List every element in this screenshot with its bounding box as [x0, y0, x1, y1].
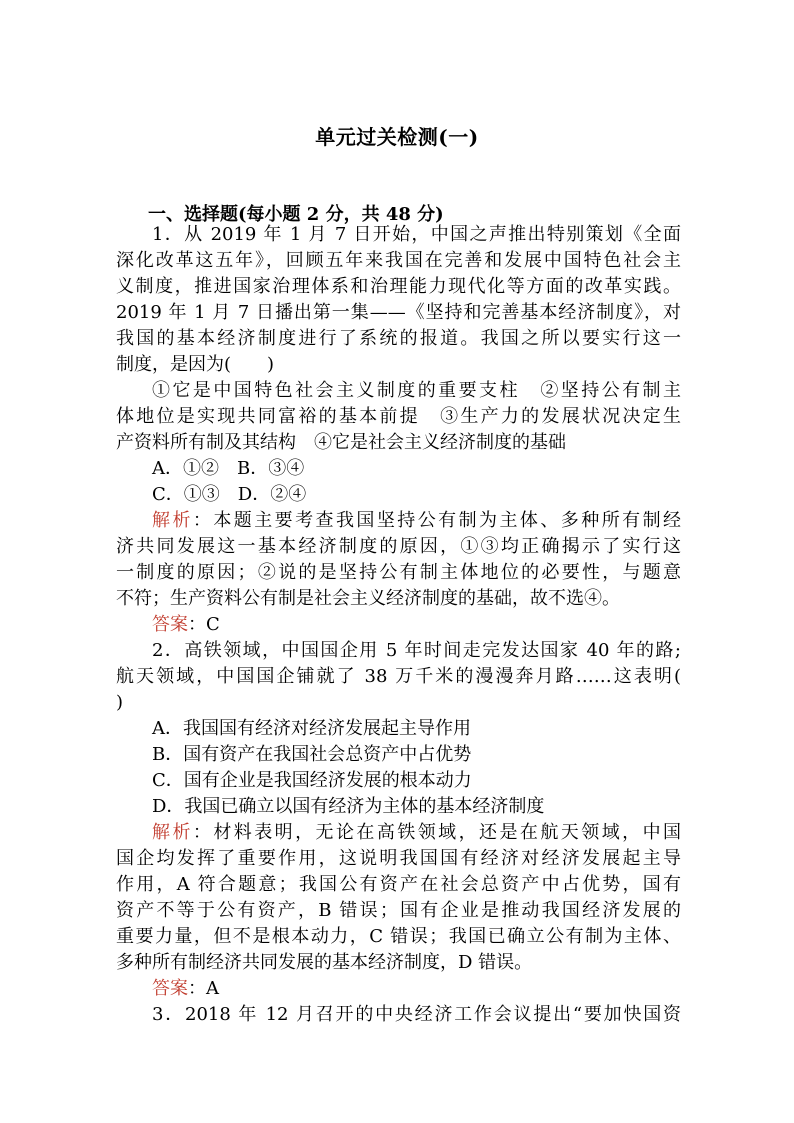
q1-item-line: 体地位是实现共同富裕的基本前提 ③生产力的发展状况决定生: [116, 406, 681, 427]
analysis-label: 解析: [152, 822, 193, 843]
q2-option: C．国有企业是我国经济发展的根本动力: [152, 770, 472, 791]
q1-stem-line: 我国的基本经济制度进行了系统的报道。我国之所以要实行这一: [116, 328, 681, 349]
q1-analysis-line: 一制度的原因；②说的是坚持公有制主体地位的必要性，与题意: [116, 562, 681, 583]
q1-option-row: C．①③ D．②④: [152, 484, 307, 505]
q2-analysis-text: ：材料表明，无论在高铁领域，还是在航天领域，中国: [192, 822, 682, 843]
q2-analysis-line: 多种所有制经济共同发展的基本经济制度，D 错误。: [116, 952, 533, 973]
q1-analysis-line: 济共同发展这一基本经济制度的原因，①③均正确揭示了实行这: [116, 536, 681, 557]
answer-label: 答案: [152, 978, 188, 999]
q2-stem-line: 2．高铁领域，中国国企用 5 年时间走完发达国家 40 年的路;: [152, 640, 681, 661]
q2-analysis-line: [152, 820, 681, 846]
q1-stem-line: 义制度，推进国家治理体系和治理能力现代化等方面的改革实践。: [116, 276, 681, 297]
q1-analysis-line: 不符；生产资料公有制是社会主义经济制度的基础，故不选④。: [116, 588, 620, 609]
q2-analysis-line: 作用，A 符合题意；我国公有资产在社会总资产中占优势，国有: [116, 874, 681, 895]
q1-stem-line: 1．从 2019 年 1 月 7 日开始，中国之声推出特别策划《全面: [152, 224, 681, 245]
q1-stem-line: 2019 年 1 月 7 日播出第一集——《坚持和完善基本经济制度》，对: [116, 302, 681, 323]
q2-option: D．我国已确立以国有经济为主体的基本经济制度: [152, 796, 545, 817]
q2-option: A．我国国有经济对经济发展起主导作用: [152, 718, 471, 739]
q2-analysis-line: 国企均发挥了重要作用，这说明我国国有经济对经济发展起主导: [116, 848, 681, 869]
q2-stem-line: 航天领域，中国国企铺就了 38 万千米的漫漫奔月路……这表明(: [116, 666, 681, 687]
page-title: 单元过关检测(一): [315, 125, 479, 149]
q2-stem-line: ): [116, 692, 124, 713]
q1-stem-line: 制度，是因为( ): [116, 354, 275, 375]
section-heading: 一、选择题(每小题 2 分，共 48 分): [148, 204, 444, 225]
q2-analysis-line: 重要力量，但不是根本动力，C 错误；我国已确立公有制为主体、: [116, 926, 681, 947]
q2-analysis-line: 资产不等于公有资产，B 错误；国有企业是推动我国经济发展的: [116, 900, 681, 921]
q1-item-line: ①它是中国特色社会主义制度的重要支柱 ②坚持公有制主: [152, 380, 681, 401]
answer-label: 答案: [152, 614, 188, 635]
analysis-label: 解析: [152, 510, 193, 531]
q1-item-line: 产资料所有制及其结构 ④它是社会主义经济制度的基础: [116, 432, 566, 453]
q1-answer-line: [152, 612, 681, 638]
q1-stem-line: 深化改革这五年》，回顾五年来我国在完善和发展中国特色社会主: [116, 250, 681, 271]
q1-analysis-line: [152, 508, 681, 534]
q1-option-row: A．①② B．③④: [152, 458, 305, 479]
q2-answer-value: ：A: [188, 978, 219, 999]
q3-stem-line: 3．2018 年 12 月召开的中央经济工作会议提出“要加快国资: [152, 1004, 681, 1025]
q2-option: B．国有资产在我国社会总资产中占优势: [152, 744, 472, 765]
q1-analysis-text: ：本题主要考查我国坚持公有制为主体、多种所有制经: [192, 510, 682, 531]
q1-answer-value: ：C: [188, 614, 220, 635]
q2-answer-line: [152, 976, 681, 1002]
